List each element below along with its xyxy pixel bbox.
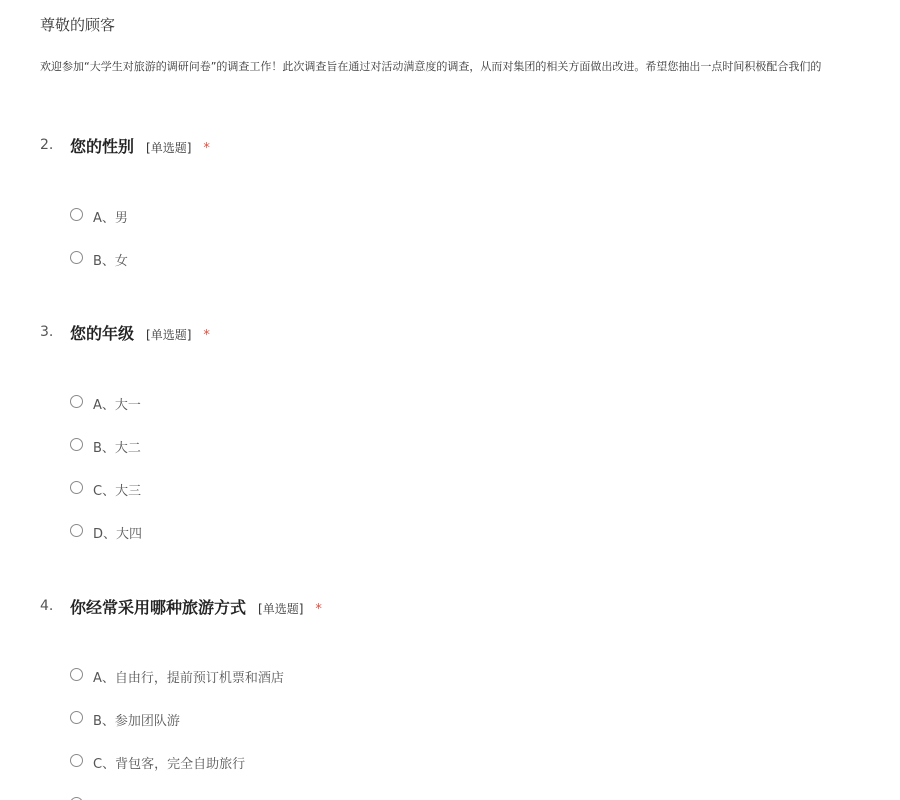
radio-button[interactable] — [70, 208, 83, 221]
radio-button[interactable] — [70, 438, 83, 451]
question-title-text: 您的年级 — [70, 324, 135, 343]
greeting-title: 尊敬的顾客 — [40, 16, 116, 34]
question-title — [70, 134, 210, 157]
option-label: B、女 — [93, 254, 128, 269]
option-label: D、大四 — [93, 527, 143, 542]
option-label: A、大一 — [93, 398, 141, 413]
question-header — [0, 134, 900, 158]
radio-button[interactable] — [70, 524, 83, 537]
option-label: C、背包客，完全自助旅行 — [93, 757, 246, 772]
radio-button[interactable] — [70, 251, 83, 264]
option-label: B、参加团队游 — [93, 714, 180, 729]
question-header — [0, 321, 900, 345]
question-title-text: 您的性别 — [70, 137, 135, 156]
question-type-label: [单选题] — [146, 141, 192, 155]
required-asterisk: * — [203, 328, 210, 343]
question-type-label: [单选题] — [146, 328, 192, 342]
question-title-text: 你经常采用哪种旅游方式 — [70, 598, 247, 617]
option-label: A、男 — [93, 211, 128, 226]
question-title — [70, 595, 322, 618]
question-travel-mode — [0, 595, 900, 619]
question-type-label: [单选题] — [258, 602, 304, 616]
question-number: 2. — [40, 137, 54, 153]
radio-button[interactable] — [70, 711, 83, 724]
question-number: 4. — [40, 598, 54, 614]
required-asterisk: * — [203, 141, 210, 156]
option-label: B、大二 — [93, 441, 141, 456]
question-title — [70, 321, 210, 344]
radio-button[interactable] — [70, 395, 83, 408]
question-number: 3. — [40, 324, 54, 340]
question-grade — [0, 321, 900, 345]
question-header — [0, 595, 900, 619]
option-label: A、自由行，提前预订机票和酒店 — [93, 671, 284, 686]
required-asterisk: * — [315, 602, 322, 617]
option-label: C、大三 — [93, 484, 142, 499]
radio-button[interactable] — [70, 754, 83, 767]
intro-text: 欢迎参加“大学生对旅游的调研问卷”的调查工作！此次调查旨在通过对活动满意度的调查，从而对集团的相关方面做出改进。希望您抽出一点时间积极配合我们的 — [40, 60, 822, 73]
question-gender — [0, 134, 900, 158]
radio-button[interactable] — [70, 481, 83, 494]
radio-button[interactable] — [70, 668, 83, 681]
